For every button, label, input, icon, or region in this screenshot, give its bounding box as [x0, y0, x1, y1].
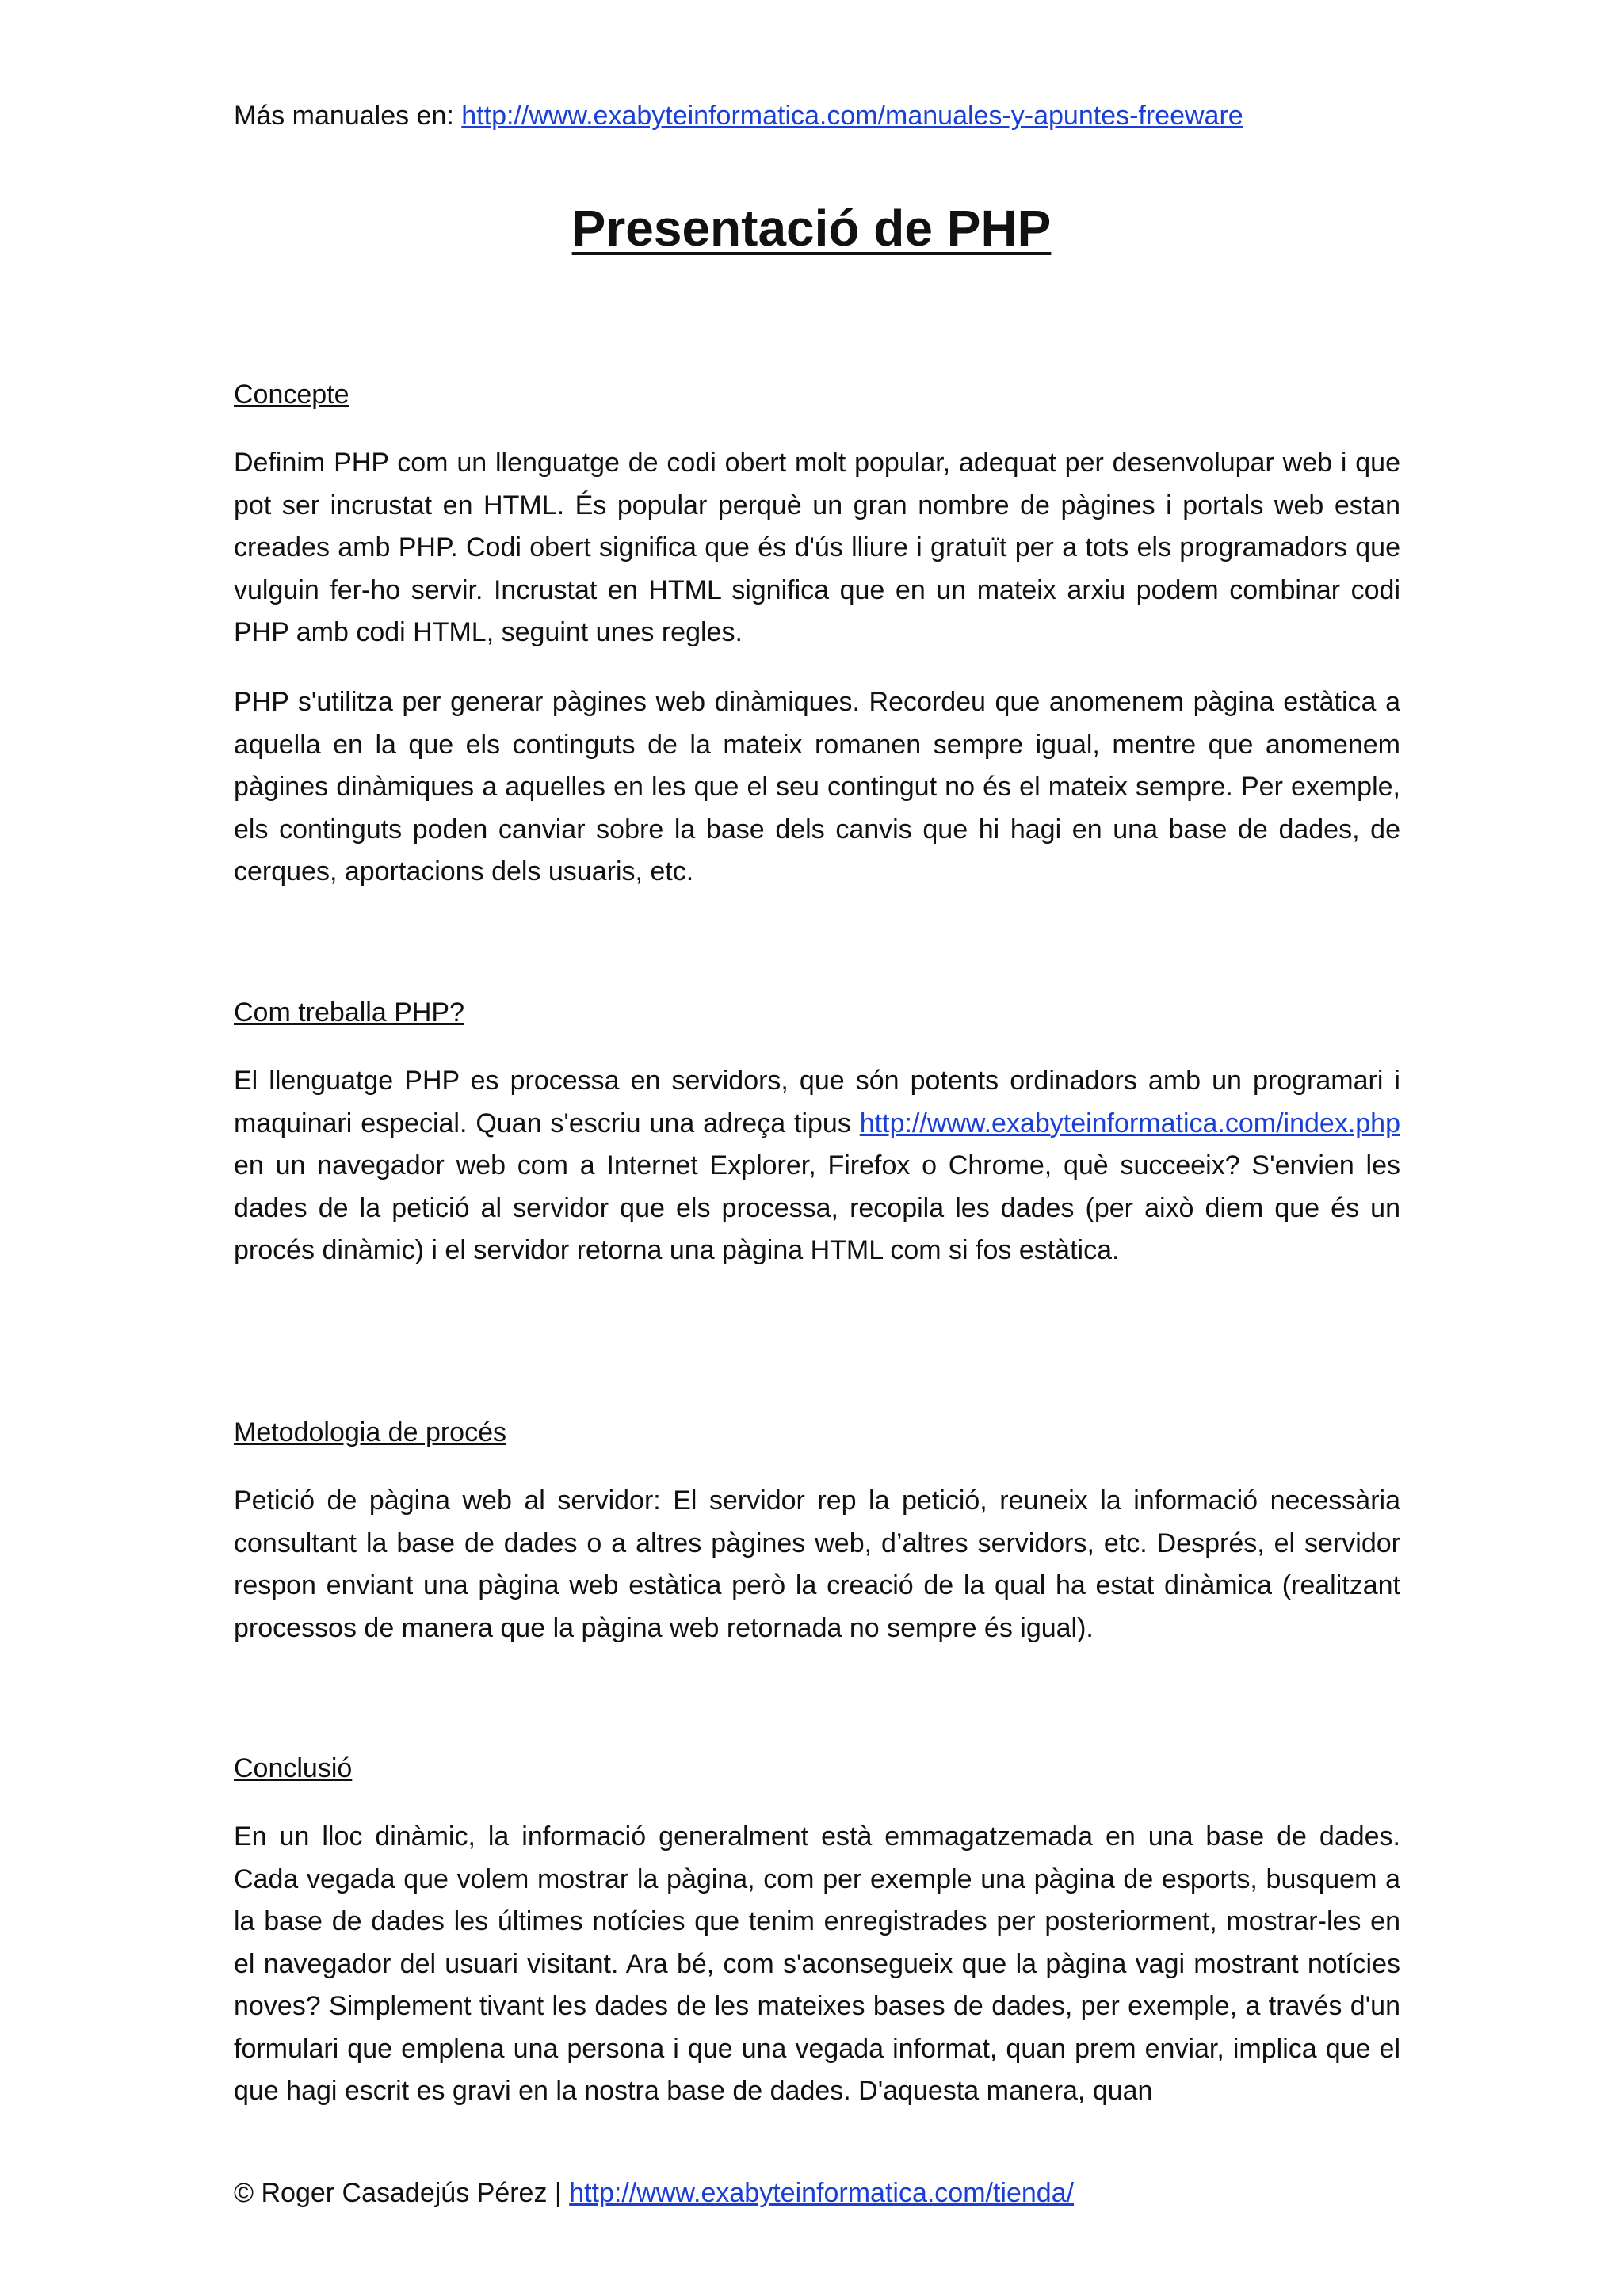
header-prefix: Más manuales en: — [234, 101, 462, 131]
section-heading-concepte: Concepte — [234, 379, 349, 410]
paragraph-treballa-end: en un navegador web com a Internet Explorer, Firefox o Chrome, què succeeix? S'envien les dades de la petició al servidor que els processa, recopila les dades (per això diem que és un procés dinàmic) i el servidor retorna una pàgina HTML com si fos estàtica. — [234, 1150, 1400, 1265]
section-heading-conclusio: Conclusió — [234, 1753, 353, 1783]
page-title — [0, 196, 1623, 260]
footer-copyright: © Roger Casadejús Pérez | — [234, 2178, 570, 2208]
header-line — [234, 95, 1243, 136]
page-title-text: Presentació de PHP — [571, 200, 1052, 257]
paragraph-metodologia-1: Petició de pàgina web al servidor: El servidor rep la petició, reuneix la informació necessària consultant la base de dades o a altres pàgines web, d’altres servidors, etc. Després, el servidor respon enviant una pàgina web estàtica però la creació de la qual ha estat dinàmica (realitzant processos de manera que la pàgina web retornada no sempre és igual). — [234, 1486, 1400, 1643]
section-heading-treballa: Com treballa PHP? — [234, 997, 465, 1028]
paragraph-conclusio-1: En un lloc dinàmic, la informació generalment està emmagatzemada en una base de dades. Cada vegada que volem mostrar la pàgina, com per exemple una pàgina de esports, busquem a la base de dades les últimes notícies que tenim enregistrades per posteriorment, mostrar-les en el navegador del usuari visitant. Ara bé, com s'aconsegueix que la pàgina vagi mostrant notícies noves? Simplement tivant les dades de les mateixes bases de dades, per exemple, a través d'un formulari que emplena una persona i que una vegada informat, quan prem enviar, implica que el que hagi escrit es gravi en la nostra base de dades. D'aquesta manera, quan — [234, 1821, 1400, 2106]
index-php-link[interactable]: http://www.exabyteinformatica.com/index.php — [859, 1108, 1400, 1138]
paragraph-concepte-1: Definim PHP com un llenguatge de codi obert molt popular, adequat per desenvolupar web i que pot ser incrustat en HTML. És popular perquè un gran nombre de pàgines i portals web estan creades amb PHP. Codi obert significa que és d'ús lliure i gratuït per a tots els programadors que vulguin fer-ho servir. Incrustat en HTML significa que en un mateix arxiu podem combinar codi PHP amb codi HTML, seguint unes regles. — [234, 448, 1400, 647]
footer-line — [234, 2172, 1074, 2214]
paragraph-treballa-start: El llenguatge PHP es processa en servidors, que són potents ordinadors amb un programari i maquinari especial. Quan s'escriu una adreça tipus — [234, 1066, 1400, 1138]
header-link[interactable]: http://www.exabyteinformatica.com/manuales-y-apuntes-freeware — [461, 101, 1243, 131]
paragraph-concepte-2: PHP s'utilitza per generar pàgines web dinàmiques. Recordeu que anomenem pàgina estàtica a aquella en la que els continguts de la mateix romanen sempre igual, mentre que anomenem pàgines dinàmiques a aquelles en les que el seu contingut no és el mateix sempre. Per exemple, els continguts poden canviar sobre la base dels canvis que hi hagi en una base de dades, de cerques, aportacions dels usuaris, etc. — [234, 687, 1400, 887]
paragraph-treballa-1 — [234, 1060, 1400, 1272]
section-heading-metodologia: Metodologia de procés — [234, 1417, 507, 1447]
footer-link[interactable]: http://www.exabyteinformatica.com/tienda/ — [569, 2178, 1075, 2208]
